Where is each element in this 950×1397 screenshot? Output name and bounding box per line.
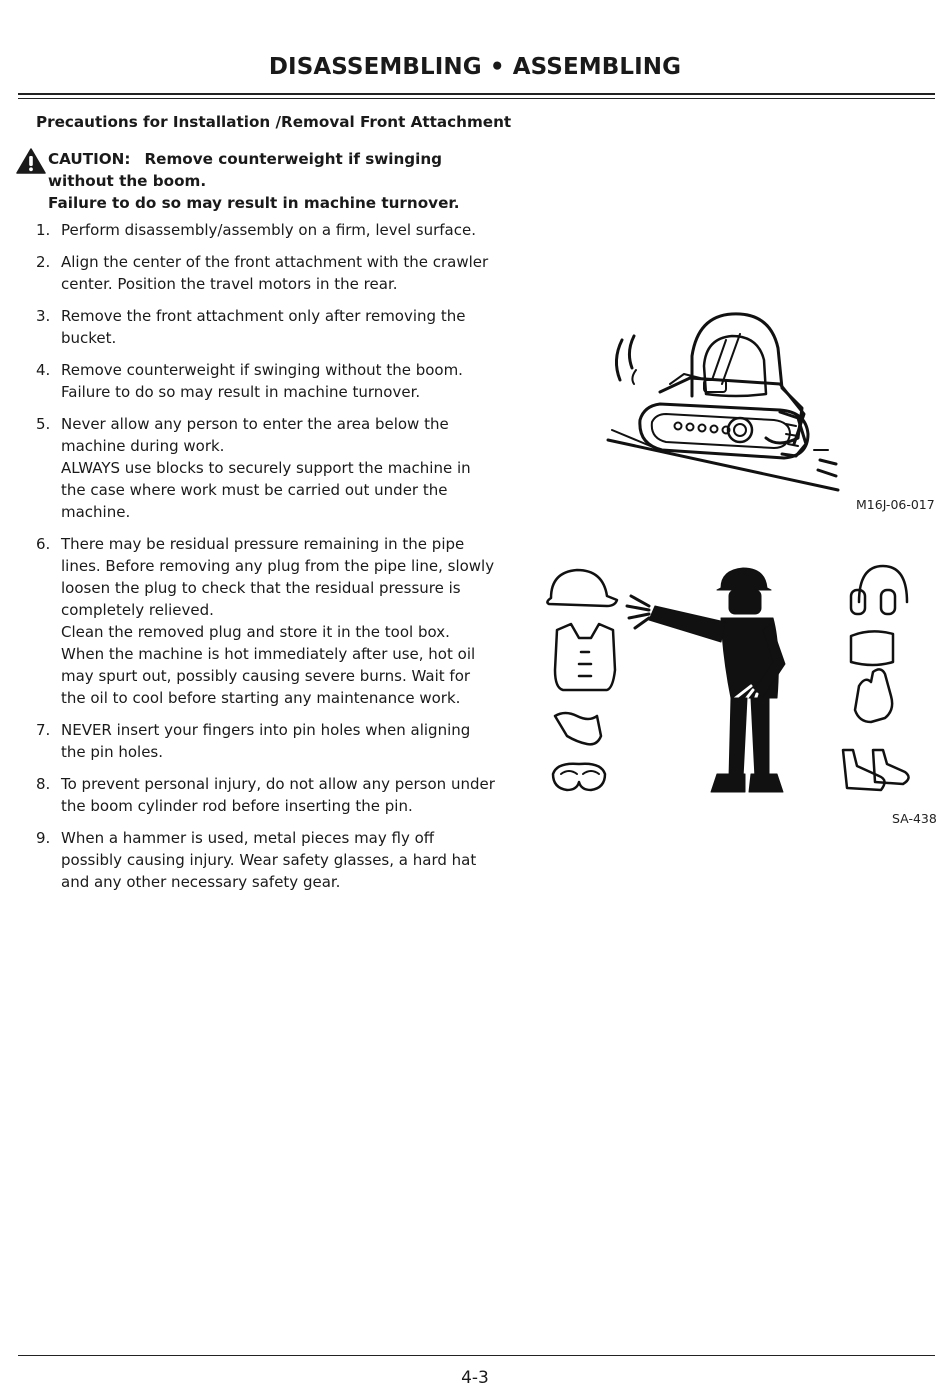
step-text: Remove the front attachment only after removing the bucket. xyxy=(61,307,466,347)
ear-plugs-icon xyxy=(555,713,601,744)
caution-label: CAUTION: xyxy=(48,150,131,168)
step-item xyxy=(36,219,496,241)
step-item xyxy=(36,359,496,403)
caution-line2: without the boom. xyxy=(48,172,207,190)
safety-vest-icon xyxy=(555,624,615,690)
step-number: 8. xyxy=(36,775,51,793)
header-rule-thin xyxy=(18,98,935,99)
step-item xyxy=(36,533,496,709)
step-extra-text: When the machine is hot immediately after use, hot oil may spurt out, possibly causing severe burns. Wait for the oil to cool before starting any maintenance work. xyxy=(61,645,476,707)
worker-figure xyxy=(627,568,785,792)
header-rule xyxy=(18,93,935,95)
step-item xyxy=(36,413,496,523)
step-text: Align the center of the front attachment with the crawler center. Position the travel motors in the rear. xyxy=(61,253,489,293)
warning-triangle-icon xyxy=(16,148,46,174)
figure-caption-safety-gear: SA-438 xyxy=(892,811,937,826)
step-extra-text: ALWAYS use blocks to securely support the machine in the case where work must be carried out under the machine. xyxy=(61,459,471,521)
machine-turnover-illustration xyxy=(600,300,850,500)
hard-hat-icon xyxy=(547,570,617,606)
step-number: 4. xyxy=(36,361,51,379)
step-number: 1. xyxy=(36,221,51,239)
step-text: To prevent personal injury, do not allow any person under the boom cylinder rod before inserting the pin. xyxy=(61,775,495,815)
step-text: Never allow any person to enter the area below the machine during work. xyxy=(61,415,449,455)
step-text: There may be residual pressure remaining in the pipe lines. Before removing any plug from the pipe line, slowly loosen the plug to check that the residual pressure is completely relieved. xyxy=(61,535,495,619)
step-item xyxy=(36,773,496,817)
step-number: 9. xyxy=(36,829,51,847)
footer-rule xyxy=(18,1355,935,1356)
step-extra-text: Clean the removed plug and store it in the tool box. xyxy=(61,623,450,641)
caution-line1: Remove counterweight if swinging xyxy=(144,150,443,168)
step-text: When a hammer is used, metal pieces may fly off possibly causing injury. Wear safety glasses, a hard hat and any other necessary safety gear. xyxy=(61,829,477,891)
figure-caption-turnover: M16J-06-017 xyxy=(856,497,935,512)
step-text: NEVER insert your fingers into pin holes when aligning the pin holes. xyxy=(61,721,471,761)
section-title: Precautions for Installation /Removal Front Attachment xyxy=(36,113,512,131)
goggles-icon xyxy=(553,764,605,790)
step-number: 3. xyxy=(36,307,51,325)
gloves-icon xyxy=(855,669,892,722)
caution-line3: Failure to do so may result in machine turnover. xyxy=(48,194,460,212)
step-item xyxy=(36,305,496,349)
step-number: 6. xyxy=(36,535,51,553)
face-shield-icon xyxy=(851,631,893,665)
safety-boots-icon xyxy=(843,750,885,790)
safety-gear-illustration xyxy=(545,560,915,805)
step-item xyxy=(36,251,496,295)
step-item xyxy=(36,827,496,893)
step-number: 7. xyxy=(36,721,51,739)
page-title: DISASSEMBLING • ASSEMBLING xyxy=(268,54,682,80)
step-text: Remove counterweight if swinging without the boom. Failure to do so may result in machine turnover. xyxy=(61,361,463,401)
step-item xyxy=(36,719,496,763)
step-text: Perform disassembly/assembly on a firm, level surface. xyxy=(61,221,476,239)
caution-block xyxy=(16,148,496,214)
page-number: 4-3 xyxy=(461,1368,489,1388)
step-number: 2. xyxy=(36,253,51,271)
step-number: 5. xyxy=(36,415,51,433)
steps-list xyxy=(36,219,496,903)
